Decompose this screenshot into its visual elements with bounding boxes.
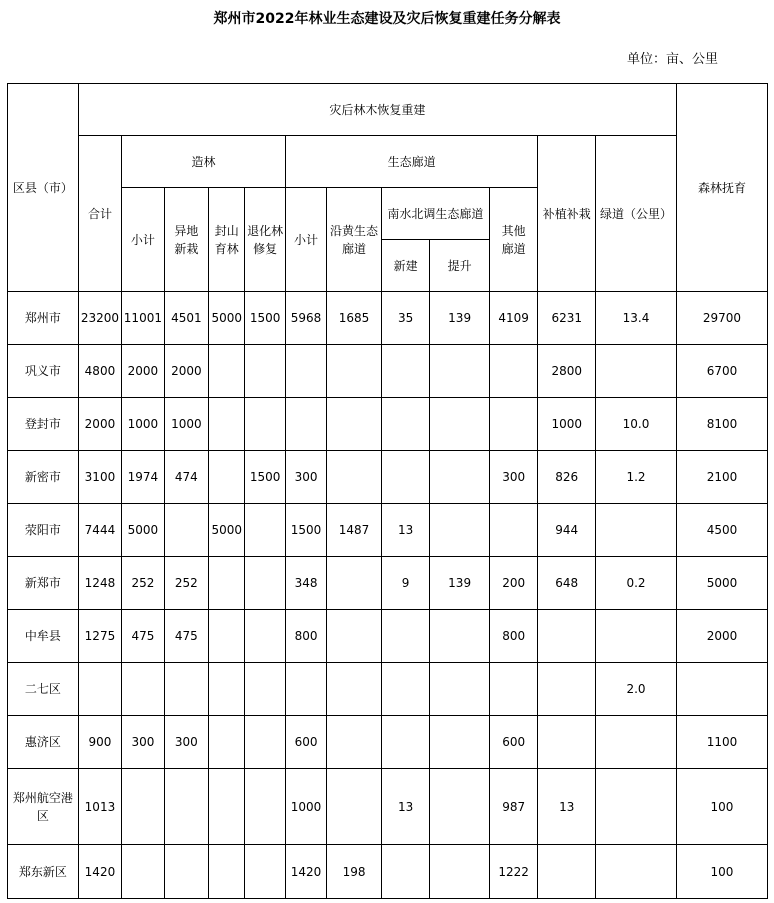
table-cell: 475 (122, 610, 164, 663)
table-cell: 1500 (245, 292, 285, 345)
eco-corridor-header: 生态廊道 (285, 136, 538, 188)
table-cell: 475 (164, 610, 208, 663)
table-cell (430, 398, 490, 451)
table-cell: 252 (164, 557, 208, 610)
table-cell: 1500 (245, 451, 285, 504)
table-cell: 100 (676, 845, 767, 899)
table-cell (245, 663, 285, 716)
eco-yellow-header: 沿黄生态 廊道 (327, 188, 382, 292)
table-cell: 1420 (78, 845, 121, 899)
district-name: 荥阳市 (8, 504, 79, 557)
table-cell: 4109 (489, 292, 538, 345)
table-cell: 2000 (676, 610, 767, 663)
table-cell: 10.0 (596, 398, 677, 451)
table-cell (381, 716, 430, 769)
table-cell (122, 845, 164, 899)
table-cell: 35 (381, 292, 430, 345)
table-cell: 5000 (676, 557, 767, 610)
table-cell (430, 845, 490, 899)
table-cell: 800 (489, 610, 538, 663)
table-cell: 200 (489, 557, 538, 610)
table-cell: 13 (381, 769, 430, 845)
table-cell (676, 663, 767, 716)
table-cell: 5000 (209, 292, 245, 345)
table-cell (381, 345, 430, 398)
table-cell: 13 (381, 504, 430, 557)
table-cell: 1420 (285, 845, 326, 899)
table-cell (164, 504, 208, 557)
eco-other-header: 其他 廊道 (489, 188, 538, 292)
eco-nsw-new-header: 新建 (381, 240, 430, 292)
table-cell (596, 610, 677, 663)
table-row (8, 769, 768, 845)
table-cell: 2.0 (596, 663, 677, 716)
table-cell (489, 504, 538, 557)
table-cell (122, 663, 164, 716)
table-cell (381, 610, 430, 663)
table-cell (122, 769, 164, 845)
table-cell: 1000 (538, 398, 596, 451)
district-name: 登封市 (8, 398, 79, 451)
table-cell (381, 663, 430, 716)
table-cell (164, 769, 208, 845)
table-cell: 2000 (164, 345, 208, 398)
table-cell: 2000 (122, 345, 164, 398)
table-cell: 8100 (676, 398, 767, 451)
district-header: 区县（市） (8, 84, 79, 292)
table-cell: 1000 (164, 398, 208, 451)
table-cell (538, 845, 596, 899)
table-cell (245, 769, 285, 845)
page-title: 郑州市2022年林业生态建设及灾后恢复重建任务分解表 (213, 11, 561, 27)
afforestation-header: 造林 (122, 136, 286, 188)
table-cell: 1487 (327, 504, 382, 557)
table-cell (245, 845, 285, 899)
district-name: 新郑市 (8, 557, 79, 610)
table-cell (245, 716, 285, 769)
table-cell (209, 663, 245, 716)
group-main-header: 灾后林木恢复重建 (78, 84, 676, 136)
table-cell (285, 345, 326, 398)
district-name: 巩义市 (8, 345, 79, 398)
table-cell (430, 716, 490, 769)
table-row (8, 845, 768, 899)
table-cell: 7444 (78, 504, 121, 557)
table-cell (596, 345, 677, 398)
table-cell: 4500 (676, 504, 767, 557)
table-cell (538, 716, 596, 769)
table-cell (381, 451, 430, 504)
district-name: 郑州航空港区 (8, 769, 79, 845)
table-cell: 2000 (78, 398, 121, 451)
table-cell (245, 345, 285, 398)
table-cell: 987 (489, 769, 538, 845)
table-cell: 2100 (676, 451, 767, 504)
table-cell: 1248 (78, 557, 121, 610)
table-cell (164, 663, 208, 716)
table-cell: 3100 (78, 451, 121, 504)
aff-new-header: 异地 新栽 (164, 188, 208, 292)
table-cell (209, 845, 245, 899)
table-cell (164, 845, 208, 899)
table-row (8, 716, 768, 769)
table-cell (209, 451, 245, 504)
table-cell (327, 345, 382, 398)
table-cell: 300 (489, 451, 538, 504)
district-name: 中牟县 (8, 610, 79, 663)
eco-nsw-up-header: 提升 (430, 240, 490, 292)
district-name: 郑州市 (8, 292, 79, 345)
table-cell (430, 345, 490, 398)
table-cell (596, 769, 677, 845)
table-cell (209, 557, 245, 610)
table-cell (209, 345, 245, 398)
table-cell: 6231 (538, 292, 596, 345)
table-cell: 826 (538, 451, 596, 504)
table-cell: 600 (285, 716, 326, 769)
table-cell (430, 663, 490, 716)
table-cell (489, 663, 538, 716)
table-cell (245, 504, 285, 557)
table-cell (430, 451, 490, 504)
table-cell: 6700 (676, 345, 767, 398)
table-cell: 1222 (489, 845, 538, 899)
district-name: 新密市 (8, 451, 79, 504)
eco-nsw-header: 南水北调生态廊道 (381, 188, 489, 240)
district-name: 二七区 (8, 663, 79, 716)
table-cell: 9 (381, 557, 430, 610)
table-cell (209, 769, 245, 845)
table-cell (327, 398, 382, 451)
table-row (8, 610, 768, 663)
district-name: 惠济区 (8, 716, 79, 769)
table-row (8, 292, 768, 345)
table-cell: 13 (538, 769, 596, 845)
table-cell: 600 (489, 716, 538, 769)
eco-subtotal-header: 小计 (285, 188, 326, 292)
table-cell: 1500 (285, 504, 326, 557)
table-cell (245, 398, 285, 451)
table-cell (381, 845, 430, 899)
table-cell: 4501 (164, 292, 208, 345)
table-cell: 300 (122, 716, 164, 769)
table-cell: 5000 (209, 504, 245, 557)
table-cell: 2800 (538, 345, 596, 398)
table-cell (596, 504, 677, 557)
table-cell: 300 (285, 451, 326, 504)
table-cell (430, 610, 490, 663)
table-cell (245, 557, 285, 610)
table-cell: 944 (538, 504, 596, 557)
table-cell: 800 (285, 610, 326, 663)
table-cell: 5968 (285, 292, 326, 345)
table-cell: 198 (327, 845, 382, 899)
table-cell: 13.4 (596, 292, 677, 345)
table-cell (209, 398, 245, 451)
table-cell: 1275 (78, 610, 121, 663)
table-cell: 4800 (78, 345, 121, 398)
table-cell: 0.2 (596, 557, 677, 610)
table-cell: 1000 (122, 398, 164, 451)
table-cell (430, 504, 490, 557)
aff-closed-header: 封山 育林 (209, 188, 245, 292)
table-cell (489, 398, 538, 451)
greenway-header: 绿道（公里） (596, 136, 677, 292)
table-cell (285, 398, 326, 451)
table-row (8, 398, 768, 451)
table-cell: 1100 (676, 716, 767, 769)
table-row (8, 663, 768, 716)
table-cell (489, 345, 538, 398)
table-cell (596, 716, 677, 769)
table-cell: 474 (164, 451, 208, 504)
table-cell (327, 557, 382, 610)
task-table (7, 83, 768, 899)
table-cell (209, 610, 245, 663)
table-cell (209, 716, 245, 769)
table-cell: 900 (78, 716, 121, 769)
table-cell: 300 (164, 716, 208, 769)
table-cell (538, 663, 596, 716)
unit-label: 单位：亩、公里 (627, 52, 719, 67)
table-cell (381, 398, 430, 451)
table-cell: 1.2 (596, 451, 677, 504)
table-cell: 100 (676, 769, 767, 845)
table-cell: 29700 (676, 292, 767, 345)
total-header: 合计 (78, 136, 121, 292)
table-cell: 1974 (122, 451, 164, 504)
table-cell: 139 (430, 292, 490, 345)
table-cell (245, 610, 285, 663)
aff-restore-header: 退化林 修复 (245, 188, 285, 292)
table-cell: 648 (538, 557, 596, 610)
table-cell (327, 716, 382, 769)
table-cell: 1013 (78, 769, 121, 845)
tending-header: 森林抚育 (676, 84, 767, 292)
table-cell: 1685 (327, 292, 382, 345)
table-row (8, 504, 768, 557)
aff-subtotal-header: 小计 (122, 188, 164, 292)
table-cell: 11001 (122, 292, 164, 345)
table-cell (285, 663, 326, 716)
replant-header: 补植补栽 (538, 136, 596, 292)
table-cell: 252 (122, 557, 164, 610)
table-cell (538, 610, 596, 663)
table-cell: 1000 (285, 769, 326, 845)
table-cell (327, 769, 382, 845)
table-cell: 139 (430, 557, 490, 610)
table-cell (327, 610, 382, 663)
table-cell (78, 663, 121, 716)
table-cell (327, 451, 382, 504)
table-row (8, 451, 768, 504)
district-name: 郑东新区 (8, 845, 79, 899)
table-cell: 23200 (78, 292, 121, 345)
table-row (8, 557, 768, 610)
table-cell (596, 845, 677, 899)
table-row (8, 345, 768, 398)
table-cell (327, 663, 382, 716)
table-cell: 5000 (122, 504, 164, 557)
table-cell: 348 (285, 557, 326, 610)
table-cell (430, 769, 490, 845)
